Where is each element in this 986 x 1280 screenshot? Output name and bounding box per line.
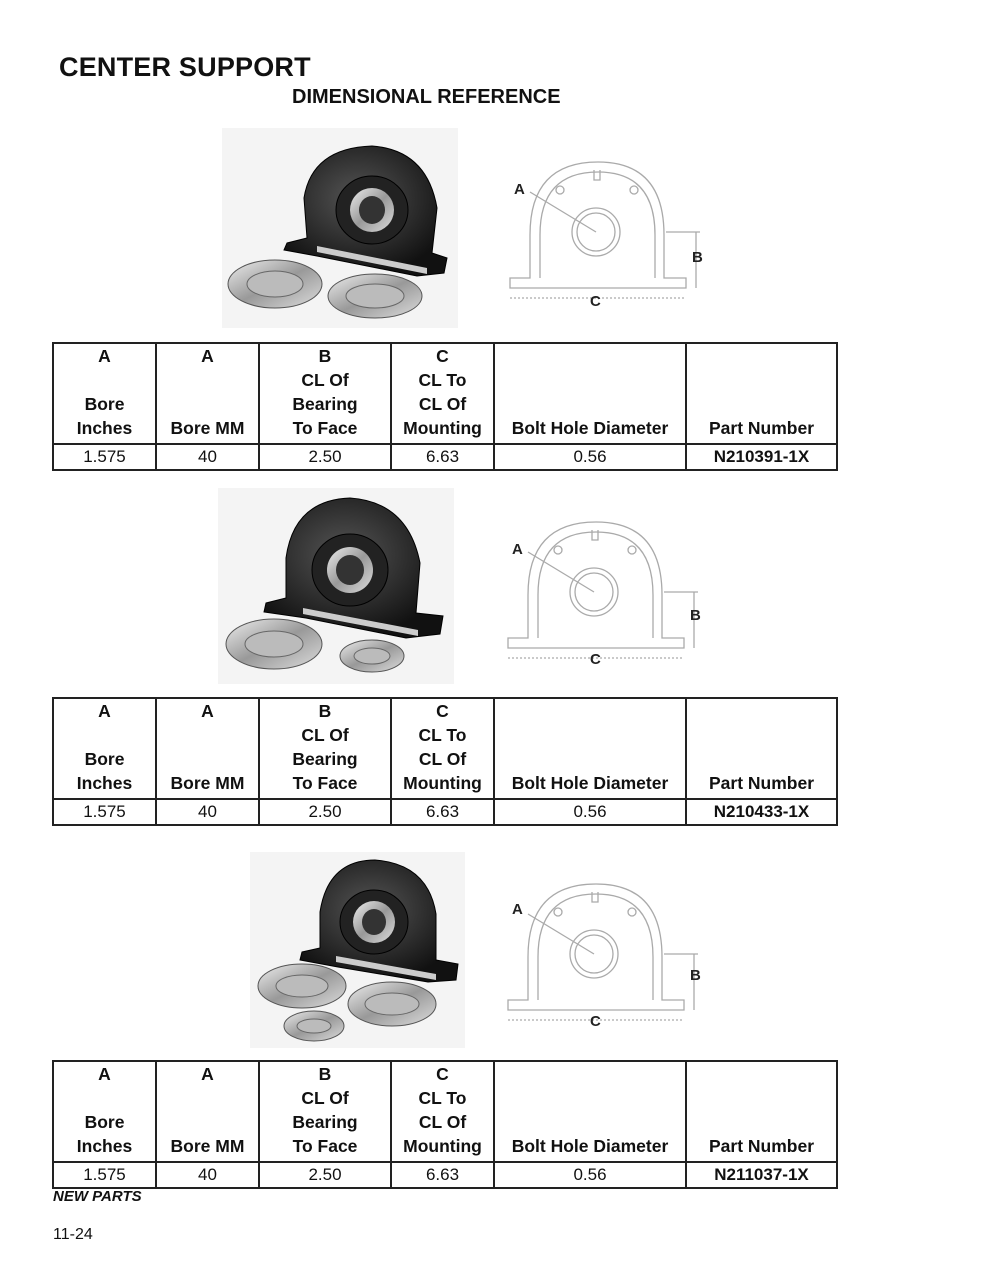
cell-part-number: N210433-1X (686, 799, 837, 825)
cell-cl-bearing: 2.50 (259, 1162, 391, 1188)
diagram-label-b: B (692, 249, 703, 266)
table-row (53, 799, 837, 825)
dimension-diagram-1 (500, 150, 720, 315)
diagram-label-c: C (590, 293, 601, 310)
table-row (53, 1162, 837, 1188)
header-bore-inches: A Bore Inches (53, 698, 156, 799)
header-bore-inches: A Bore Inches (53, 343, 156, 444)
header-cl-mounting: C CL To CL Of Mounting (391, 1061, 494, 1162)
diagram-label-b: B (690, 607, 701, 624)
page-number: 11-24 (53, 1226, 93, 1243)
cell-cl-bearing: 2.50 (259, 799, 391, 825)
header-part-number: Part Number (686, 698, 837, 799)
diagram-label-b: B (690, 967, 701, 984)
cell-bolt-hole: 0.56 (494, 1162, 686, 1188)
header-bolt-hole: Bolt Hole Diameter (494, 1061, 686, 1162)
spec-table-3 (52, 1060, 838, 1189)
page-title: CENTER SUPPORT (59, 52, 311, 82)
header-cl-mounting: C CL To CL Of Mounting (391, 343, 494, 444)
table-row (53, 444, 837, 470)
cell-part-number: N211037-1X (686, 1162, 837, 1188)
table-header-row (53, 698, 837, 799)
page-subtitle: DIMENSIONAL REFERENCE (292, 86, 561, 108)
diagram-label-a: A (512, 901, 523, 918)
cell-cl-mounting: 6.63 (391, 799, 494, 825)
bearing-photo-3 (250, 852, 465, 1048)
cell-bore-inches: 1.575 (53, 1162, 156, 1188)
header-bore-inches: A Bore Inches (53, 1061, 156, 1162)
cell-cl-mounting: 6.63 (391, 1162, 494, 1188)
header-part-number: Part Number (686, 343, 837, 444)
header-bolt-hole: Bolt Hole Diameter (494, 698, 686, 799)
header-bore-mm: A Bore MM (156, 698, 259, 799)
header-cl-mounting: C CL To CL Of Mounting (391, 698, 494, 799)
diagram-label-a: A (514, 181, 525, 198)
header-bore-mm: A Bore MM (156, 1061, 259, 1162)
dimension-diagram-3 (498, 872, 718, 1037)
header-cl-bearing: B CL Of Bearing To Face (259, 343, 391, 444)
spec-table-1 (52, 342, 838, 471)
cell-bore-mm: 40 (156, 799, 259, 825)
diagram-label-c: C (590, 651, 601, 668)
cell-bore-inches: 1.575 (53, 444, 156, 470)
table-header-row (53, 1061, 837, 1162)
header-part-number: Part Number (686, 1061, 837, 1162)
spec-table-2 (52, 697, 838, 826)
cell-cl-bearing: 2.50 (259, 444, 391, 470)
cell-bolt-hole: 0.56 (494, 444, 686, 470)
bearing-photo-1 (222, 128, 458, 328)
header-bore-mm: A Bore MM (156, 343, 259, 444)
cell-part-number: N210391-1X (686, 444, 837, 470)
cell-bore-mm: 40 (156, 1162, 259, 1188)
header-cl-bearing: B CL Of Bearing To Face (259, 698, 391, 799)
diagram-label-a: A (512, 541, 523, 558)
new-parts-note: NEW PARTS (53, 1188, 142, 1205)
header-bolt-hole: Bolt Hole Diameter (494, 343, 686, 444)
diagram-label-c: C (590, 1013, 601, 1030)
cell-bore-mm: 40 (156, 444, 259, 470)
bearing-photo-2 (218, 488, 454, 684)
cell-cl-mounting: 6.63 (391, 444, 494, 470)
cell-bolt-hole: 0.56 (494, 799, 686, 825)
header-cl-bearing: B CL Of Bearing To Face (259, 1061, 391, 1162)
table-header-row (53, 343, 837, 444)
cell-bore-inches: 1.575 (53, 799, 156, 825)
dimension-diagram-2 (498, 510, 718, 675)
